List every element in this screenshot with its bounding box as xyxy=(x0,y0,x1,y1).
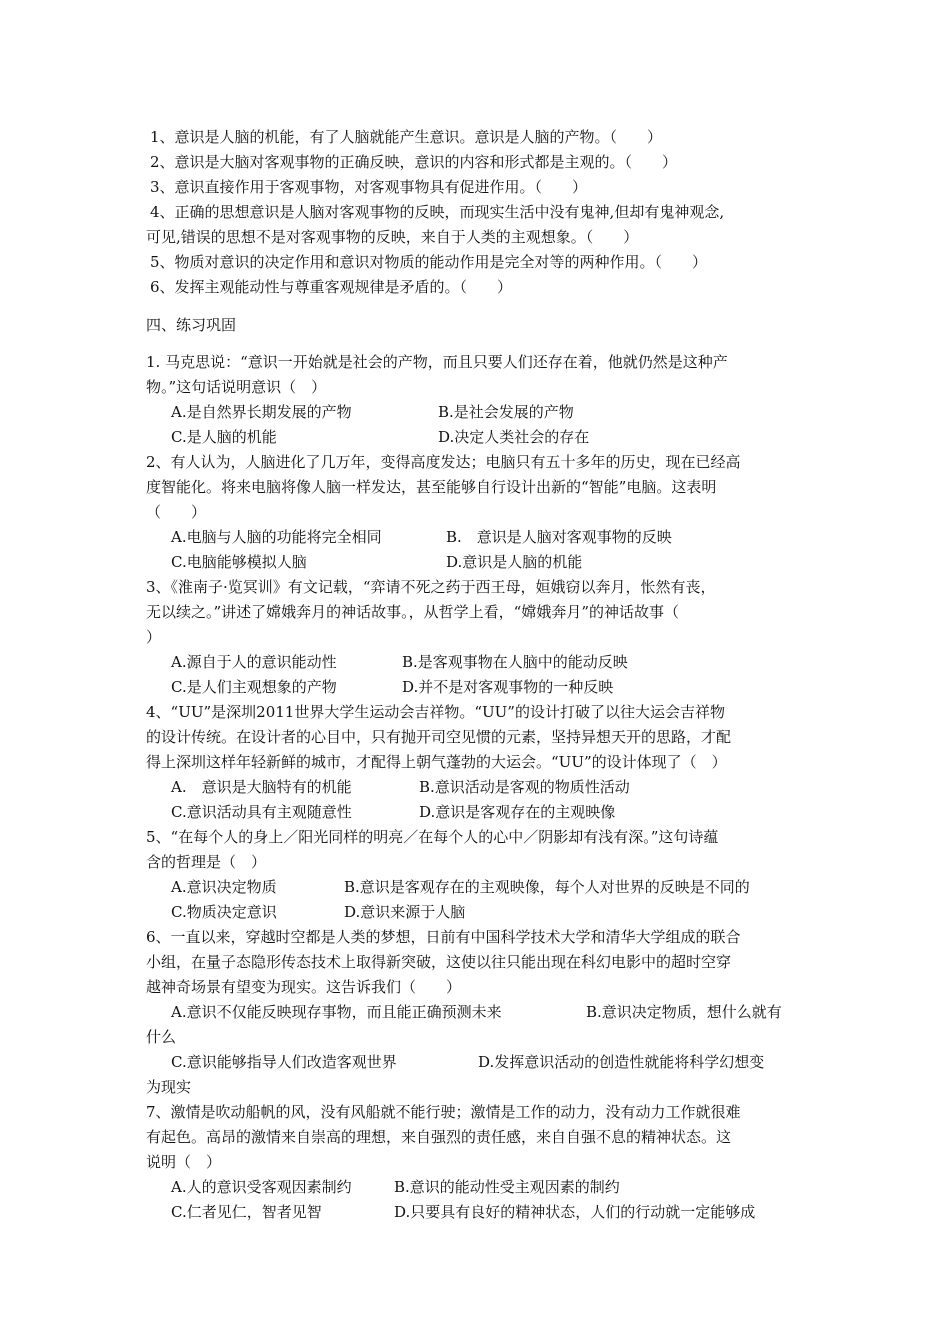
tf-item-6: 6、发挥主观能动性与尊重客观规律是矛盾的。（ ） xyxy=(150,278,513,296)
section-title: 四、练习巩固 xyxy=(146,316,237,334)
question-stem: 7、激情是吹动船帆的风，没有风船就不能行驶；激情是工作的动力，没有动力工作就很难 xyxy=(146,1103,741,1121)
question-stem: 的设计传统。在设计者的心目中，只有抛开司空见惯的元素，坚持异想天开的思路，才配 xyxy=(146,728,732,746)
option-d: D.意识是客观存在的主观映像 xyxy=(419,803,616,821)
option-b: B.意识决定物质，想什么就有 xyxy=(586,1003,782,1021)
question-stem: 有起色。高昂的激情来自崇高的理想，来自强烈的责任感，来自自强不息的精神状态。这 xyxy=(146,1128,732,1146)
question-stem: 含的哲理是（ ） xyxy=(146,853,267,871)
option-a: A.是自然界长期发展的产物 xyxy=(171,403,352,421)
question-stem: 2、有人认为，人脑进化了几万年，变得高度发达；电脑只有五十多年的历史，现在已经高 xyxy=(146,453,741,471)
question-stem: 说明（ ） xyxy=(146,1153,222,1171)
tf-item-4-cont: 可见,错误的思想不是对客观事物的反映，来自于人类的主观想象。（ ） xyxy=(146,228,639,246)
option-a: A.源自于人的意识能动性 xyxy=(171,653,337,671)
option-d: D.并不是对客观事物的一种反映 xyxy=(402,678,614,696)
option-c: C.是人们主观想象的产物 xyxy=(171,678,337,696)
option-a: A.人的意识受客观因素制约 xyxy=(171,1178,352,1196)
question-stem: 无以续之。”讲述了嫦娥奔月的神话故事。，从哲学上看，“嫦娥奔月”的神话故事（ xyxy=(146,603,680,621)
option-d: D.发挥意识活动的创造性就能将科学幻想变 xyxy=(478,1053,765,1071)
option-a: A.意识不仅能反映现存事物，而且能正确预测未来 xyxy=(171,1003,502,1021)
tf-item-2: 2、意识是大脑对客观事物的正确反映，意识的内容和形式都是主观的。（ ） xyxy=(150,153,678,171)
question-stem: 4、“UU”是深圳2011世界大学生运动会吉祥物。“UU”的设计打破了以往大运会吉祥物 xyxy=(146,703,725,721)
question-stem: 得上深圳这样年轻新鲜的城市，才配得上朝气蓬勃的大运会。“UU”的设计体现了（ ） xyxy=(146,753,727,771)
option-b: B.是客观事物在人脑中的能动反映 xyxy=(402,653,628,671)
option-b: B.是社会发展的产物 xyxy=(438,403,574,421)
option-c: C.电脑能够模拟人脑 xyxy=(171,553,307,571)
option-a: A.电脑与人脑的功能将完全相同 xyxy=(171,528,382,546)
option-c: C.意识活动具有主观随意性 xyxy=(171,803,352,821)
option-d: D.意识来源于人脑 xyxy=(344,903,466,921)
option-b: B.意识是客观存在的主观映像，每个人对世界的反映是不同的 xyxy=(344,878,750,896)
option-c: C.意识能够指导人们改造客观世界 xyxy=(171,1053,397,1071)
question-stem: 小组，在量子态隐形传态技术上取得新突破，这使以往只能出现在科幻电影中的超时空穿 xyxy=(146,953,732,971)
option-c: C.物质决定意识 xyxy=(171,903,277,921)
question-stem: （ ） xyxy=(146,503,207,521)
option-b: B. 意识是人脑对客观事物的反映 xyxy=(446,528,672,546)
tf-item-3: 3、意识直接作用于客观事物，对客观事物具有促进作用。（ ） xyxy=(150,178,588,196)
option-b-cont: 什么 xyxy=(146,1028,177,1046)
tf-item-1: 1、意识是人脑的机能，有了人脑就能产生意识。意识是人脑的产物。（ ） xyxy=(150,128,663,146)
question-stem: 1. 马克思说：“意识一开始就是社会的产物，而且只要人们还存在着，他就仍然是这种产 xyxy=(146,353,728,371)
option-a: A.意识决定物质 xyxy=(171,878,277,896)
option-a: A. 意识是大脑特有的机能 xyxy=(171,778,352,796)
option-d: D.决定人类社会的存在 xyxy=(438,428,590,446)
tf-item-4: 4、正确的思想意识是人脑对客观事物的反映，而现实生活中没有鬼神,但却有鬼神观念, xyxy=(150,203,725,221)
question-stem: 物。”这句话说明意识（ ） xyxy=(146,378,327,396)
question-stem: 5、“在每个人的身上／阳光同样的明亮／在每个人的心中／阴影却有浅有深。”这句诗蕴 xyxy=(146,828,719,846)
option-c: C.仁者见仁，智者见智 xyxy=(171,1203,322,1221)
question-stem: 度智能化。将来电脑将像人脑一样发达，甚至能够自行设计出新的“智能”电脑。这表明 xyxy=(146,478,717,496)
option-b: B.意识活动是客观的物质性活动 xyxy=(419,778,630,796)
option-d-cont: 为现实 xyxy=(146,1078,192,1096)
question-stem: 越神奇场景有望变为现实。这告诉我们（ ） xyxy=(146,978,462,996)
question-stem: 6、一直以来，穿越时空都是人类的梦想，日前有中国科学技术大学和清华大学组成的联合 xyxy=(146,928,741,946)
question-stem: 3、《淮南子·览冥训》有文记载，“弈请不死之药于西王母，姮娥窃以奔月，怅然有丧， xyxy=(146,578,716,596)
option-c: C.是人脑的机能 xyxy=(171,428,277,446)
question-stem: ） xyxy=(146,628,162,646)
option-d: D.只要具有良好的精神状态，人们的行动就一定能够成 xyxy=(394,1203,756,1221)
option-d: D.意识是人脑的机能 xyxy=(446,553,583,571)
option-b: B.意识的能动性受主观因素的制约 xyxy=(394,1178,620,1196)
tf-item-5: 5、物质对意识的决定作用和意识对物质的能动作用是完全对等的两种作用。（ ） xyxy=(150,253,708,271)
